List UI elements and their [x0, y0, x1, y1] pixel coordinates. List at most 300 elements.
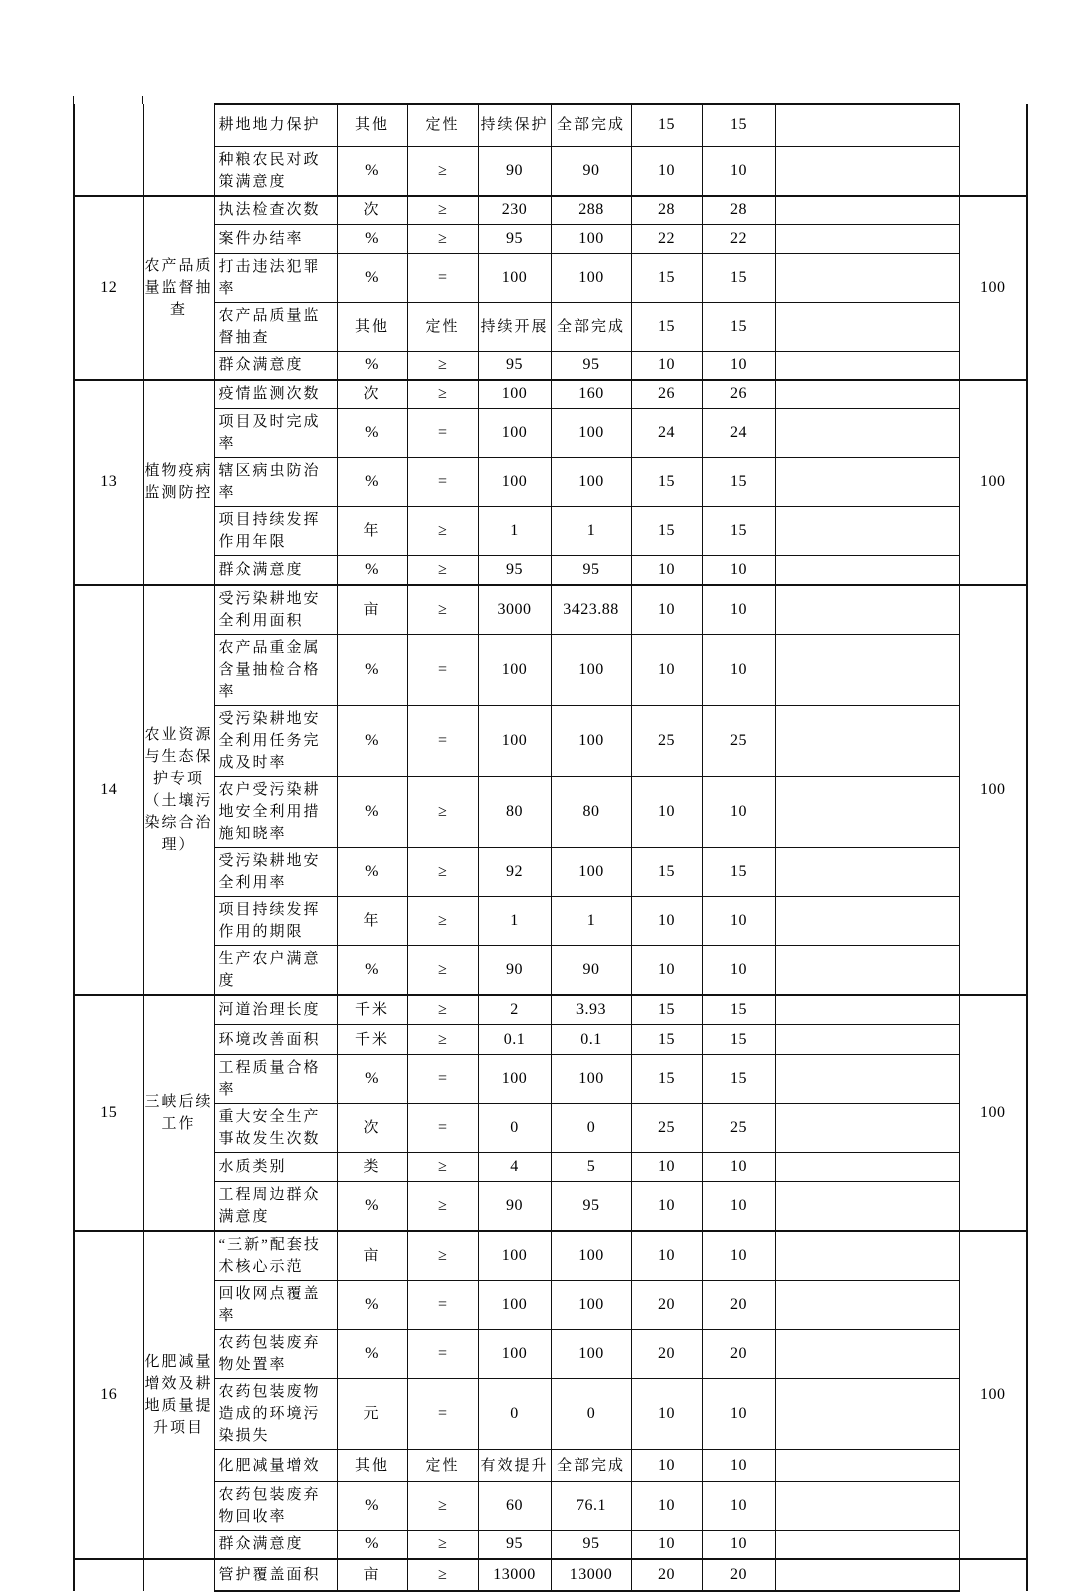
actual-value-cell: 288	[551, 196, 631, 225]
actual-value-cell: 3.93	[551, 995, 631, 1025]
actual-value-cell: 3423.88	[551, 585, 631, 635]
nature-cell: ≥	[407, 995, 478, 1025]
unit-cell: %	[337, 847, 407, 896]
nature-cell: ≥	[407, 1531, 478, 1559]
weight-cell: 25	[631, 1104, 702, 1153]
indicator-name-cell: 群众满意度	[214, 352, 337, 380]
actual-value-cell: 95	[551, 1182, 631, 1232]
project-name-cell: 农产品质量监督抽查	[143, 196, 214, 380]
note-cell	[775, 995, 959, 1025]
indicator-name-cell: 群众满意度	[214, 1531, 337, 1559]
section-total-cell: 100	[959, 585, 1027, 995]
actual-value-cell: 0	[551, 1104, 631, 1153]
indicator-row	[74, 507, 1027, 556]
actual-value-cell: 95	[551, 1531, 631, 1559]
actual-value-cell: 160	[551, 380, 631, 409]
weight-cell: 10	[631, 776, 702, 847]
actual-value-cell: 90	[551, 146, 631, 196]
note-cell	[775, 254, 959, 303]
score-cell: 15	[702, 1055, 775, 1104]
score-cell: 10	[702, 1153, 775, 1182]
unit-cell: 类	[337, 1153, 407, 1182]
target-value-cell: 95	[478, 225, 551, 254]
indicator-name-cell: 水质类别	[214, 1153, 337, 1182]
target-value-cell: 90	[478, 146, 551, 196]
nature-cell: ≥	[407, 896, 478, 945]
indicator-name-cell: 项目持续发挥作用的期限	[214, 896, 337, 945]
nature-cell: ≥	[407, 1025, 478, 1055]
nature-cell: ≥	[407, 776, 478, 847]
indicator-row	[74, 1025, 1027, 1055]
weight-cell: 10	[631, 146, 702, 196]
note-cell	[775, 303, 959, 352]
actual-value-cell: 100	[551, 458, 631, 507]
item-number-cell: 14	[74, 585, 143, 995]
indicator-name-cell: 农户受污染耕地安全利用措施知晓率	[214, 776, 337, 847]
table-body	[74, 104, 1027, 1591]
target-value-cell: 持续开展	[478, 303, 551, 352]
target-value-cell: 95	[478, 352, 551, 380]
note-cell	[775, 1182, 959, 1232]
target-value-cell: 100	[478, 1231, 551, 1281]
indicator-row	[74, 225, 1027, 254]
indicator-row	[74, 705, 1027, 776]
target-value-cell: 0.1	[478, 1025, 551, 1055]
indicator-row	[74, 945, 1027, 995]
note-cell	[775, 196, 959, 225]
actual-value-cell: 80	[551, 776, 631, 847]
nature-cell: =	[407, 1055, 478, 1104]
item-number-cell	[74, 1559, 143, 1591]
indicator-name-cell: 执法检查次数	[214, 196, 337, 225]
weight-cell: 10	[631, 1153, 702, 1182]
unit-cell: %	[337, 1182, 407, 1232]
note-cell	[775, 705, 959, 776]
score-cell: 15	[702, 995, 775, 1025]
unit-cell: 亩	[337, 1231, 407, 1281]
nature-cell: =	[407, 254, 478, 303]
weight-cell: 15	[631, 995, 702, 1025]
target-value-cell: 100	[478, 1055, 551, 1104]
weight-cell: 10	[631, 352, 702, 380]
nature-cell: ≥	[407, 380, 478, 409]
indicator-name-cell: 辖区病虫防治率	[214, 458, 337, 507]
nature-cell: ≥	[407, 146, 478, 196]
note-cell	[775, 146, 959, 196]
score-cell: 28	[702, 196, 775, 225]
weight-cell: 15	[631, 458, 702, 507]
score-cell: 15	[702, 303, 775, 352]
indicator-name-cell: 农药包装废弃物处置率	[214, 1330, 337, 1379]
score-cell: 15	[702, 254, 775, 303]
indicator-name-cell: 种粮农民对政策满意度	[214, 146, 337, 196]
nature-cell: 定性	[407, 303, 478, 352]
indicator-row	[74, 1104, 1027, 1153]
item-number-cell: 15	[74, 995, 143, 1232]
target-value-cell: 90	[478, 1182, 551, 1232]
nature-cell: 定性	[407, 104, 478, 146]
indicator-row	[74, 352, 1027, 380]
actual-value-cell: 1	[551, 896, 631, 945]
score-cell: 15	[702, 507, 775, 556]
indicator-row	[74, 254, 1027, 303]
actual-value-cell: 全部完成	[551, 1450, 631, 1482]
unit-cell: %	[337, 352, 407, 380]
indicator-row	[74, 634, 1027, 705]
weight-cell: 25	[631, 705, 702, 776]
weight-cell: 15	[631, 507, 702, 556]
actual-value-cell: 90	[551, 945, 631, 995]
unit-cell: 次	[337, 196, 407, 225]
project-name-cell: 化肥减量增效及耕地质量提升项目	[143, 1231, 214, 1559]
actual-value-cell: 100	[551, 1231, 631, 1281]
project-name-cell: 农业资源与生态保护专项（土壤污染综合治理）	[143, 585, 214, 995]
unit-cell: 年	[337, 507, 407, 556]
target-value-cell: 90	[478, 945, 551, 995]
score-cell: 25	[702, 705, 775, 776]
indicator-name-cell: 农产品重金属含量抽检合格率	[214, 634, 337, 705]
target-value-cell: 100	[478, 380, 551, 409]
nature-cell: =	[407, 458, 478, 507]
actual-value-cell: 100	[551, 225, 631, 254]
weight-cell: 10	[631, 634, 702, 705]
indicator-name-cell: 农药包装废物造成的环境污染损失	[214, 1379, 337, 1450]
note-cell	[775, 1104, 959, 1153]
actual-value-cell: 13000	[551, 1559, 631, 1591]
indicator-row	[74, 1330, 1027, 1379]
note-cell	[775, 896, 959, 945]
note-cell	[775, 458, 959, 507]
score-cell: 20	[702, 1559, 775, 1591]
unit-cell: 其他	[337, 1450, 407, 1482]
actual-value-cell: 0.1	[551, 1025, 631, 1055]
actual-value-cell: 0	[551, 1379, 631, 1450]
score-cell: 10	[702, 585, 775, 635]
score-cell: 25	[702, 1104, 775, 1153]
note-cell	[775, 1531, 959, 1559]
actual-value-cell: 100	[551, 1281, 631, 1330]
indicator-row	[74, 380, 1027, 409]
unit-cell: %	[337, 556, 407, 585]
actual-value-cell: 76.1	[551, 1482, 631, 1531]
unit-cell: 次	[337, 1104, 407, 1153]
score-cell: 10	[702, 776, 775, 847]
unit-cell: %	[337, 409, 407, 458]
item-number-cell: 16	[74, 1231, 143, 1559]
unit-cell: %	[337, 458, 407, 507]
target-value-cell: 持续保护	[478, 104, 551, 146]
note-cell	[775, 1559, 959, 1591]
actual-value-cell: 100	[551, 254, 631, 303]
note-cell	[775, 225, 959, 254]
target-value-cell: 80	[478, 776, 551, 847]
note-cell	[775, 1482, 959, 1531]
weight-cell: 15	[631, 1055, 702, 1104]
indicator-row	[74, 104, 1027, 146]
note-cell	[775, 1450, 959, 1482]
target-value-cell: 95	[478, 556, 551, 585]
score-cell: 22	[702, 225, 775, 254]
indicator-name-cell: 农药包装废弃物回收率	[214, 1482, 337, 1531]
indicator-row	[74, 146, 1027, 196]
target-value-cell: 3000	[478, 585, 551, 635]
indicator-name-cell: 受污染耕地安全利用率	[214, 847, 337, 896]
weight-cell: 10	[631, 556, 702, 585]
indicator-row	[74, 458, 1027, 507]
unit-cell: %	[337, 705, 407, 776]
indicator-name-cell: 农产品质量监督抽查	[214, 303, 337, 352]
indicator-name-cell: 案件办结率	[214, 225, 337, 254]
actual-value-cell: 5	[551, 1153, 631, 1182]
weight-cell: 15	[631, 1025, 702, 1055]
note-cell	[775, 847, 959, 896]
weight-cell: 10	[631, 585, 702, 635]
unit-cell: 亩	[337, 585, 407, 635]
actual-value-cell: 100	[551, 705, 631, 776]
target-value-cell: 1	[478, 507, 551, 556]
section-total-cell	[959, 1559, 1027, 1591]
actual-value-cell: 100	[551, 409, 631, 458]
indicator-name-cell: 耕地地力保护	[214, 104, 337, 146]
score-cell: 10	[702, 1231, 775, 1281]
weight-cell: 10	[631, 1182, 702, 1232]
score-cell: 15	[702, 104, 775, 146]
indicator-name-cell: 疫情监测次数	[214, 380, 337, 409]
indicator-name-cell: 项目及时完成率	[214, 409, 337, 458]
nature-cell: ≥	[407, 1182, 478, 1232]
target-value-cell: 230	[478, 196, 551, 225]
nature-cell: =	[407, 409, 478, 458]
nature-cell: =	[407, 1104, 478, 1153]
unit-cell: %	[337, 945, 407, 995]
indicator-name-cell: 受污染耕地安全利用面积	[214, 585, 337, 635]
indicator-name-cell: 管护覆盖面积	[214, 1559, 337, 1591]
weight-cell: 20	[631, 1559, 702, 1591]
item-number-cell: 12	[74, 196, 143, 380]
indicator-row	[74, 896, 1027, 945]
note-cell	[775, 585, 959, 635]
note-cell	[775, 1330, 959, 1379]
actual-value-cell: 100	[551, 847, 631, 896]
nature-cell: ≥	[407, 847, 478, 896]
weight-cell: 20	[631, 1330, 702, 1379]
unit-cell: %	[337, 254, 407, 303]
indicator-row	[74, 1153, 1027, 1182]
project-name-cell: 植物疫病监测防控	[143, 380, 214, 585]
indicator-name-cell: 受污染耕地安全利用任务完成及时率	[214, 705, 337, 776]
indicator-row	[74, 995, 1027, 1025]
unit-cell: 其他	[337, 303, 407, 352]
note-cell	[775, 352, 959, 380]
score-cell: 26	[702, 380, 775, 409]
actual-value-cell: 1	[551, 507, 631, 556]
indicator-row	[74, 847, 1027, 896]
note-cell	[775, 1153, 959, 1182]
item-number-cell: 13	[74, 380, 143, 585]
unit-cell: %	[337, 1055, 407, 1104]
score-cell: 10	[702, 352, 775, 380]
indicator-name-cell: 工程质量合格率	[214, 1055, 337, 1104]
nature-cell: =	[407, 1281, 478, 1330]
weight-cell: 10	[631, 1531, 702, 1559]
unit-cell: 千米	[337, 1025, 407, 1055]
project-name-cell	[143, 1559, 214, 1591]
target-value-cell: 有效提升	[478, 1450, 551, 1482]
indicator-row	[74, 1231, 1027, 1281]
target-value-cell: 100	[478, 458, 551, 507]
unit-cell: 元	[337, 1379, 407, 1450]
indicator-row	[74, 1182, 1027, 1232]
weight-cell: 10	[631, 1450, 702, 1482]
indicator-name-cell: “三新”配套技术核心示范	[214, 1231, 337, 1281]
item-number-cell	[74, 104, 143, 196]
project-name-cell	[143, 104, 214, 196]
indicator-row	[74, 1559, 1027, 1591]
weight-cell: 28	[631, 196, 702, 225]
nature-cell: =	[407, 634, 478, 705]
weight-cell: 10	[631, 896, 702, 945]
section-total-cell: 100	[959, 196, 1027, 380]
nature-cell: =	[407, 705, 478, 776]
indicator-row	[74, 585, 1027, 635]
indicator-name-cell: 重大安全生产事故发生次数	[214, 1104, 337, 1153]
score-cell: 10	[702, 896, 775, 945]
indicator-row	[74, 1531, 1027, 1559]
actual-value-cell: 100	[551, 634, 631, 705]
target-value-cell: 60	[478, 1482, 551, 1531]
weight-cell: 26	[631, 380, 702, 409]
score-cell: 10	[702, 945, 775, 995]
indicator-row	[74, 1379, 1027, 1450]
score-cell: 15	[702, 458, 775, 507]
section-total-cell: 100	[959, 1231, 1027, 1559]
target-value-cell: 0	[478, 1104, 551, 1153]
indicator-row	[74, 196, 1027, 225]
nature-cell: ≥	[407, 556, 478, 585]
indicator-row	[74, 1482, 1027, 1531]
note-cell	[775, 1379, 959, 1450]
indicator-name-cell: 河道治理长度	[214, 995, 337, 1025]
indicator-row	[74, 1055, 1027, 1104]
target-value-cell: 100	[478, 1330, 551, 1379]
performance-indicators-table	[73, 103, 1028, 1592]
indicator-row	[74, 1450, 1027, 1482]
nature-cell: ≥	[407, 1559, 478, 1591]
nature-cell: ≥	[407, 507, 478, 556]
weight-cell: 24	[631, 409, 702, 458]
actual-value-cell: 全部完成	[551, 303, 631, 352]
unit-cell: 千米	[337, 995, 407, 1025]
weight-cell: 15	[631, 303, 702, 352]
unit-cell: 次	[337, 380, 407, 409]
score-cell: 20	[702, 1281, 775, 1330]
unit-cell: %	[337, 776, 407, 847]
note-cell	[775, 380, 959, 409]
weight-cell: 15	[631, 104, 702, 146]
target-value-cell: 95	[478, 1531, 551, 1559]
section-total-cell: 100	[959, 995, 1027, 1232]
target-value-cell: 100	[478, 1281, 551, 1330]
unit-cell: 年	[337, 896, 407, 945]
indicator-row	[74, 556, 1027, 585]
weight-cell: 15	[631, 847, 702, 896]
score-cell: 10	[702, 146, 775, 196]
indicator-row	[74, 303, 1027, 352]
target-value-cell: 92	[478, 847, 551, 896]
unit-cell: %	[337, 1281, 407, 1330]
indicator-name-cell: 回收网点覆盖率	[214, 1281, 337, 1330]
indicator-name-cell: 环境改善面积	[214, 1025, 337, 1055]
note-cell	[775, 507, 959, 556]
actual-value-cell: 全部完成	[551, 104, 631, 146]
actual-value-cell: 95	[551, 352, 631, 380]
unit-cell: %	[337, 1482, 407, 1531]
unit-cell: %	[337, 225, 407, 254]
nature-cell: ≥	[407, 585, 478, 635]
actual-value-cell: 95	[551, 556, 631, 585]
weight-cell: 15	[631, 254, 702, 303]
note-cell	[775, 409, 959, 458]
indicator-name-cell: 项目持续发挥作用年限	[214, 507, 337, 556]
unit-cell: 其他	[337, 104, 407, 146]
weight-cell: 20	[631, 1281, 702, 1330]
nature-cell: =	[407, 1330, 478, 1379]
weight-cell: 10	[631, 945, 702, 995]
unit-cell: %	[337, 146, 407, 196]
score-cell: 10	[702, 1379, 775, 1450]
indicator-row	[74, 776, 1027, 847]
target-value-cell: 100	[478, 705, 551, 776]
score-cell: 10	[702, 1450, 775, 1482]
actual-value-cell: 100	[551, 1055, 631, 1104]
target-value-cell: 100	[478, 254, 551, 303]
indicator-name-cell: 群众满意度	[214, 556, 337, 585]
note-cell	[775, 1025, 959, 1055]
unit-cell: 亩	[337, 1559, 407, 1591]
score-cell: 10	[702, 1531, 775, 1559]
note-cell	[775, 945, 959, 995]
note-cell	[775, 556, 959, 585]
unit-cell: %	[337, 1330, 407, 1379]
note-cell	[775, 1281, 959, 1330]
indicator-row	[74, 409, 1027, 458]
nature-cell: ≥	[407, 1231, 478, 1281]
nature-cell: ≥	[407, 196, 478, 225]
nature-cell: ≥	[407, 1482, 478, 1531]
nature-cell: ≥	[407, 1153, 478, 1182]
note-cell	[775, 104, 959, 146]
indicator-row	[74, 1281, 1027, 1330]
score-cell: 10	[702, 556, 775, 585]
nature-cell: 定性	[407, 1450, 478, 1482]
weight-cell: 22	[631, 225, 702, 254]
nature-cell: ≥	[407, 225, 478, 254]
project-name-cell: 三峡后续工作	[143, 995, 214, 1232]
note-cell	[775, 1231, 959, 1281]
target-value-cell: 100	[478, 634, 551, 705]
score-cell: 15	[702, 847, 775, 896]
nature-cell: =	[407, 1379, 478, 1450]
section-total-cell	[959, 104, 1027, 196]
note-cell	[775, 1055, 959, 1104]
weight-cell: 10	[631, 1482, 702, 1531]
nature-cell: ≥	[407, 945, 478, 995]
score-cell: 10	[702, 1482, 775, 1531]
score-cell: 20	[702, 1330, 775, 1379]
score-cell: 24	[702, 409, 775, 458]
target-value-cell: 4	[478, 1153, 551, 1182]
indicator-name-cell: 工程周边群众满意度	[214, 1182, 337, 1232]
